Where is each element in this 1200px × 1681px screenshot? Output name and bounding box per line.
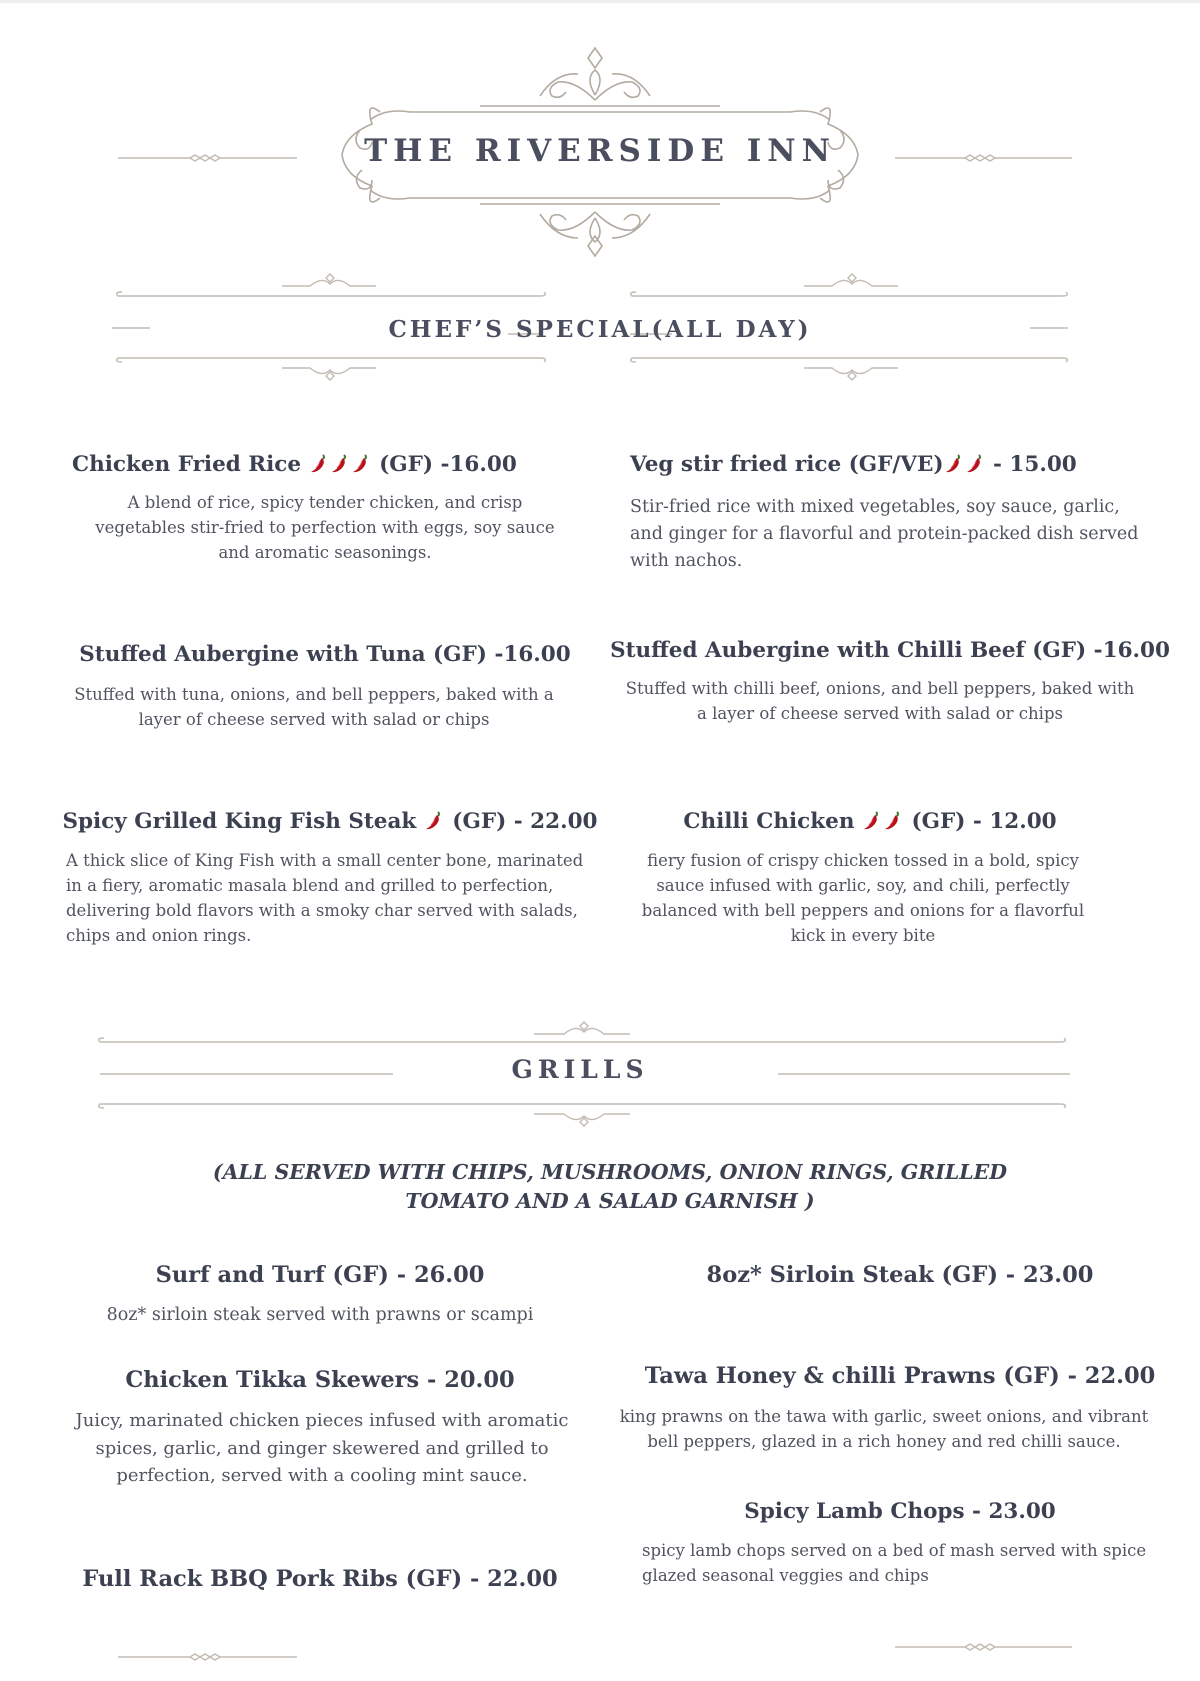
- item-name-text: Spicy Grilled King Fish Steak: [62, 809, 417, 834]
- menu-item-description: A thick slice of King Fish with a small center bone, marinated in a fiery, aromatic masala blend and grilled to perfection, delivering bold flavors with a smoky char served with salads, chips and onion rings.: [66, 851, 584, 945]
- menu-item-description: Stuffed with chilli beef, onions, and bell peppers, baked with a layer of cheese served with salad or chips: [625, 679, 1135, 723]
- menu-item-name: Full Rack BBQ Pork Ribs (GF) - 22.00: [82, 1566, 558, 1592]
- chilli-pepper-icon: [424, 809, 445, 839]
- menu-item-description: spicy lamb chops served on a bed of mash served with spice glazed seasonal veggies and chips: [642, 1541, 1147, 1585]
- menu-item-name: [600, 808, 1140, 839]
- item-price: (GF) - 22.00: [452, 809, 598, 834]
- menu-item-name: Stuffed Aubergine with Chilli Beef (GF) -16.00: [610, 638, 1170, 663]
- item-name-text: Chicken Fried Rice: [72, 452, 302, 477]
- menu-item-description: king prawns on the tawa with garlic, sweet onions, and vibrant bell peppers, glazed in a rich honey and red chilli sauce.: [619, 1407, 1149, 1451]
- item-price: (GF) -16.00: [379, 452, 517, 477]
- chilli-pepper-icon: [309, 452, 372, 482]
- item-price: (GF) - 12.00: [911, 809, 1057, 834]
- restaurant-name: THE RIVERSIDE INN: [364, 133, 836, 169]
- menu-item-description: Stuffed with tuna, onions, and bell peppers, baked with a layer of cheese served with salad or chips: [74, 685, 554, 729]
- menu-item-name: Stuffed Aubergine with Tuna (GF) -16.00: [79, 642, 571, 667]
- menu-item-description: Stir-fried rice with mixed vegetables, soy sauce, garlic, and ginger for a flavorful and protein-packed dish served with nachos.: [630, 497, 1139, 571]
- menu-item-name: Chicken Tikka Skewers - 20.00: [125, 1367, 515, 1393]
- menu-item-name: [40, 808, 620, 839]
- menu-item-description: fiery fusion of crispy chicken tossed in a bold, spicy sauce infused with garlic, soy, and chili, perfectly balanced with bell peppers and onions for a flavorful kick in every bite: [641, 851, 1085, 945]
- menu-item-name: Tawa Honey & chilli Prawns (GF) - 22.00: [644, 1363, 1156, 1389]
- menu-item-name: [72, 451, 517, 482]
- menu-item-description: Juicy, marinated chicken pieces infused with aromatic spices, garlic, and ginger skewered and grilled to perfection, served with a cooling mint sauce.: [75, 1410, 569, 1486]
- item-name-text: Veg stir fried rice (GF/VE): [630, 452, 944, 477]
- section-title-grills: GRILLS: [511, 1055, 649, 1084]
- menu-item-name: 8oz* Sirloin Steak (GF) - 23.00: [706, 1262, 1094, 1288]
- item-name-text: Chilli Chicken: [683, 809, 855, 834]
- chilli-pepper-icon: [862, 809, 904, 839]
- menu-item-name: [630, 451, 1077, 482]
- chilli-pepper-icon: [944, 452, 986, 482]
- menu-item-description: 8oz* sirloin steak served with prawns or scampi: [106, 1305, 534, 1325]
- item-price: - 15.00: [993, 452, 1077, 477]
- grills-note: (ALL SERVED WITH CHIPS, MUSHROOMS, ONION RINGS, GRILLED TOMATO AND A SALAD GARNISH ): [212, 1160, 1008, 1213]
- section-title-chefs-special: CHEF’S SPECIAL(ALL DAY): [388, 316, 812, 343]
- menu-item-name: Spicy Lamb Chops - 23.00: [744, 1499, 1056, 1524]
- menu-item-description: A blend of rice, spicy tender chicken, and crisp vegetables stir-fried to perfection with eggs, soy sauce and aromatic seasonings.: [95, 493, 555, 562]
- menu-item-name: Surf and Turf (GF) - 26.00: [155, 1262, 485, 1288]
- footer-flourish-icon: [0, 1640, 1200, 1670]
